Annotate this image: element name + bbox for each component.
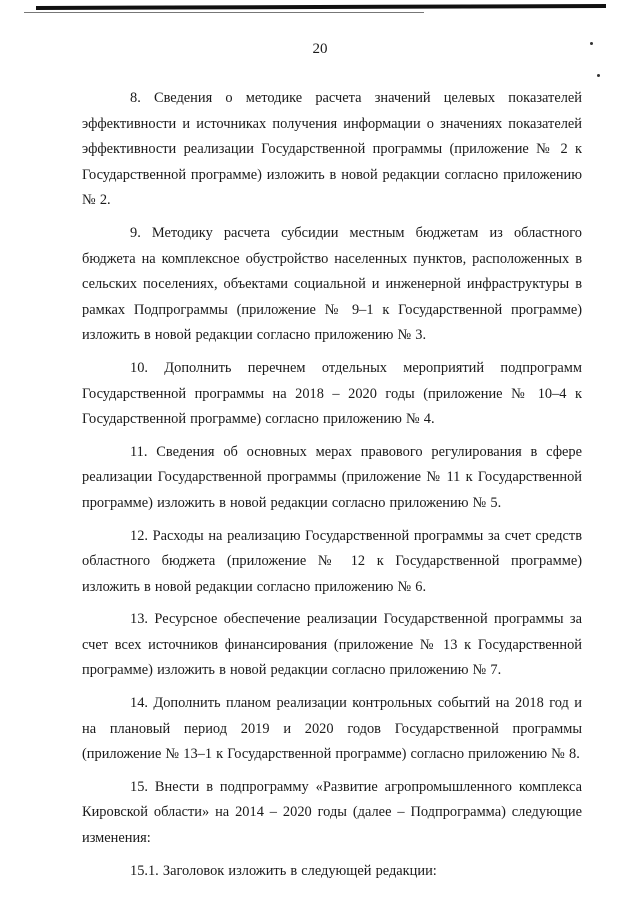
scan-speck <box>597 74 600 77</box>
page-number: 20 <box>312 41 328 57</box>
paragraph-15-1: 15.1. Заголовок изложить в следующей редакции: <box>130 862 437 879</box>
paragraph-12: 12. Расходы на реализацию Государственной программы за счет средств областного бюджета (приложение № 12 к Государственной программе) изложить в новой редакции согласно приложению № 6. <box>82 527 582 595</box>
paragraph-10: 10. Дополнить перечнем отдельных мероприятий подпрограмм Государственной программы на 2018 – 2020 годы (приложение № 10–4 к Государственной программе) согласно приложению № 4. <box>82 359 582 428</box>
scan-top-border-line <box>36 4 606 10</box>
paragraph-9: 9. Методику расчета субсидии местным бюджетам из областного бюджета на комплексное обустройство населенных пунктов, расположенных в сельских поселениях, объектами социальной и инженерной инфраструктуры в рамках Подпрограммы (приложение № 9–1 к Государственной программе) изложить в новой редакции согласно приложению № 3. <box>82 224 582 344</box>
paragraph-13: 13. Ресурсное обеспечение реализации Государственной программы за счет всех источников финансирования (приложение № 13 к Государственной программе) изложить в новой редакции согласно приложению № 7. <box>82 611 582 679</box>
paragraph-8: 8. Сведения о методике расчета значений целевых показателей эффективности и источниках получения информации о значениях показателей эффективности реализации Государственной программы (приложение № 2 к Государственной программе) изложить в новой редакции согласно приложению № 2. <box>82 90 582 209</box>
paragraph-14: 14. Дополнить планом реализации контрольных событий на 2018 год и на плановый период 2019 и 2020 годов Государственной программы (приложение № 13–1 к Государственной программе) согласно приложению № 8. <box>82 695 582 763</box>
scan-top-border-shadow <box>24 12 424 13</box>
paragraph-15: 15. Внести в подпрограмму «Развитие агропромышленного комплекса Кировской области» на 2014 – 2020 годы (далее – Подпрограмма) следующие изменения: <box>82 778 582 847</box>
paragraph-11: 11. Сведения об основных мерах правового регулирования в сфере реализации Государственной программы (приложение № 11 к Государственной программе) изложить в новой редакции согласно приложению № 5. <box>82 443 582 511</box>
document-body <box>82 86 582 891</box>
